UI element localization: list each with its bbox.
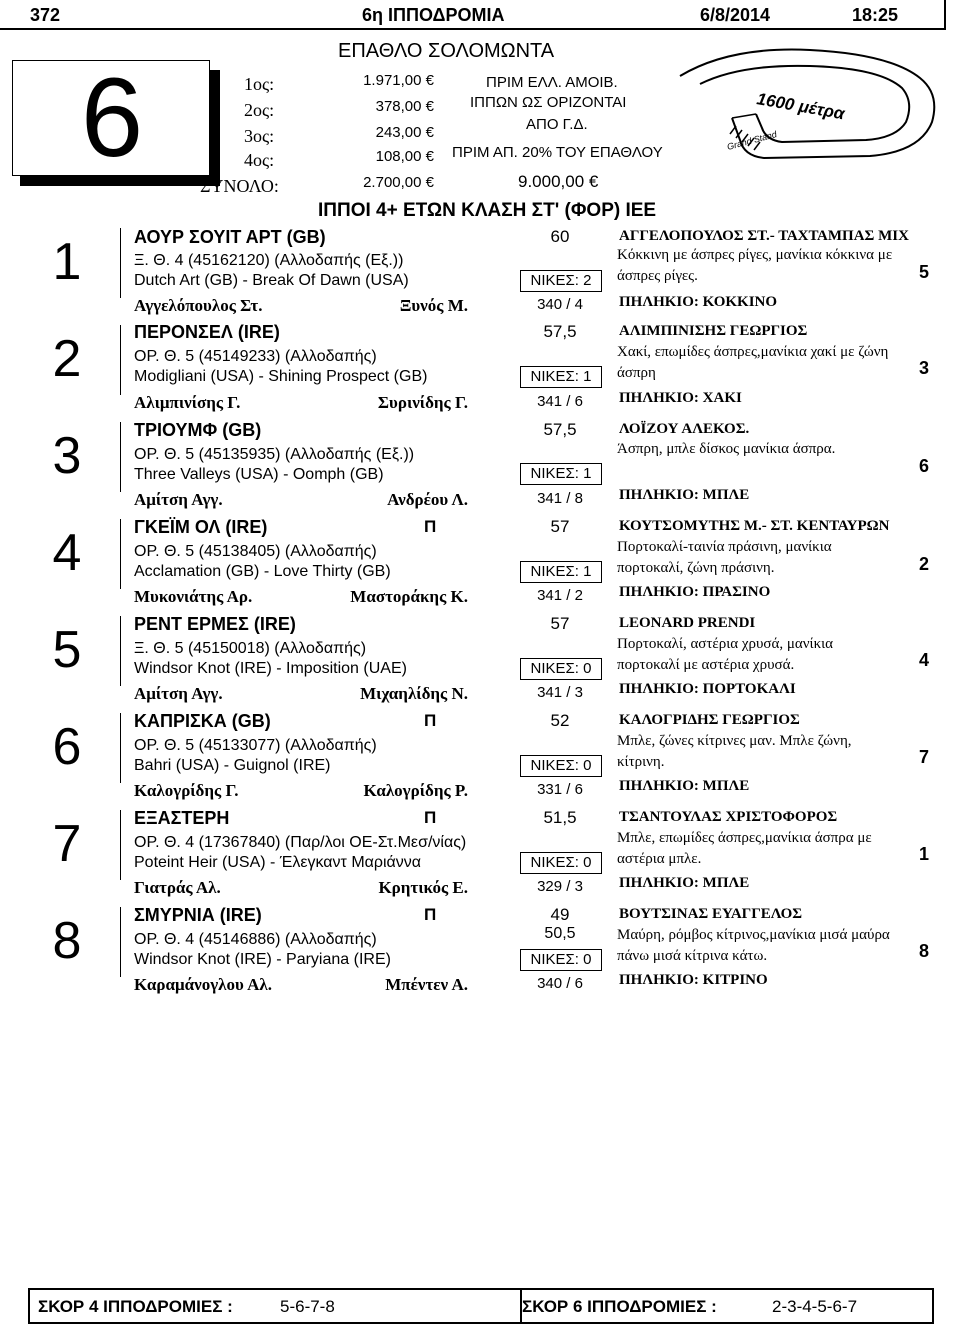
silks-description: Χακί, επωμίδες άσπρες,μανίκια χακί με ζώνη άσπρη — [617, 344, 889, 381]
entry-divider — [120, 810, 121, 880]
jockey-name: Αμίτση Αγγ. — [134, 684, 223, 703]
page-header — [0, 0, 946, 30]
trainer-name: Ξυνός Μ. — [399, 296, 468, 315]
owner-name: ΚΟΥΤΣΟΜΥΤΗΣ Μ.- ΣΤ. ΚΕΝΤΑΥΡΩΝ — [619, 518, 890, 534]
horse-rating: 340 / 6 — [537, 975, 583, 992]
race-number: 6 — [80, 55, 144, 180]
horse-origin: Ξ. Θ. 5 (45150018) (Αλλοδαπής) — [134, 640, 367, 657]
sash-color: ΠΗΛΗΚΙΟ: ΠΟΡΤΟΚΑΛΙ — [619, 681, 796, 697]
draw-number: 8 — [918, 941, 929, 961]
horse-origin: ΟΡ. Θ. 5 (45149233) (Αλλοδαπής) — [134, 348, 377, 365]
horse-name: ΕΞΑΣΤΕΡΗ — [134, 808, 230, 828]
draw-number: 4 — [918, 650, 929, 670]
wins-badge: ΝΙΚΕΣ: 2 — [520, 270, 602, 292]
entry-flag: Π — [424, 517, 437, 536]
bonus-line: ΑΠΟ Γ.Δ. — [526, 116, 588, 133]
owner-name: LEONARD PRENDI — [619, 615, 756, 631]
silks-description: Πορτοκαλί-ταινία πράσινη, μανίκια πορτοκαλί, ζώνη πράσινη. — [617, 539, 832, 576]
silks-description: Κόκκινη με άσπρες ρίγες, μανίκια κόκκινα με άσπρες ρίγες. — [617, 247, 893, 284]
jockey-name: Αγγελόπουλος Στ. — [134, 296, 263, 315]
horse-pedigree: Bahri (USA) - Guignol (IRE) — [134, 757, 331, 774]
horse-weight: 60 — [550, 227, 570, 246]
horse-name: ΡΕΝΤ ΕΡΜΕΣ (IRE) — [134, 614, 296, 634]
trainer-name: Μαστοράκης Κ. — [350, 587, 468, 606]
sash-color: ΠΗΛΗΚΙΟ: ΠΡΑΣΙΝΟ — [619, 584, 771, 600]
race-time: 18:25 — [852, 5, 899, 25]
bonus-line: ΠΡΙΜ ΕΛΛ. ΑΜΟΙΒ. — [486, 74, 618, 91]
horse-name: ΚΑΠΡΙΣΚΑ (GB) — [134, 711, 271, 731]
prize-amount: 243,00 € — [375, 124, 434, 141]
sash-color: ΠΗΛΗΚΙΟ: ΜΠΛΕ — [619, 487, 750, 503]
bonus-total: 9.000,00 € — [518, 172, 599, 191]
horse-name: ΓΚΕΪΜ ΟΛ (IRE) — [134, 517, 268, 537]
draw-number: 2 — [918, 554, 929, 574]
jockey-name: Καλογρίδης Γ. — [134, 781, 239, 800]
entry-number: 7 — [52, 815, 82, 873]
entry-divider — [120, 907, 121, 977]
horse-name: ΣΜΥΡΝΙΑ (IRE) — [134, 905, 262, 925]
horse-rating: 340 / 4 — [537, 296, 583, 313]
jockey-name: Γιατράς Αλ. — [134, 878, 221, 897]
score4-label: ΣΚΟΡ 4 ΙΠΠΟΔΡΟΜΙΕΣ : — [38, 1297, 233, 1316]
trainer-name: Ανδρέου Λ. — [387, 490, 468, 509]
track-distance-label: 1600 μέτρα — [755, 89, 846, 124]
horse-origin: ΟΡ. Θ. 5 (45138405) (Αλλοδαπής) — [134, 543, 377, 560]
entry-number: 3 — [52, 427, 82, 485]
horse-name: ΑΟΥΡ ΣΟΥΙΤ ΑΡΤ (GB) — [134, 227, 326, 247]
trainer-name: Συρινίδης Γ. — [377, 393, 468, 412]
horse-weight: 57,5 — [543, 420, 577, 439]
entry-divider — [120, 422, 121, 492]
prize-position: 1ος: — [244, 74, 275, 94]
prize-position: 4ος: — [244, 150, 275, 170]
horse-pedigree: Modigliani (USA) - Shining Prospect (GB) — [134, 368, 428, 385]
owner-name: ΛΟΪΖΟΥ ΑΛΕΚΟΣ. — [619, 421, 750, 437]
trainer-name: Κρητικός Ε. — [378, 878, 468, 897]
draw-number: 3 — [918, 358, 929, 378]
prize-position: 2ος: — [244, 100, 275, 120]
draw-number: 5 — [918, 262, 929, 282]
prize-position: 3ος: — [244, 126, 275, 146]
prize-amount: 378,00 € — [375, 98, 434, 115]
prize-total-label: ΣΥΝΟΛΟ: — [200, 176, 279, 196]
race-label: 6η ΙΠΠΟΔΡΟΜΙΑ — [362, 5, 505, 25]
horse-pedigree: Windsor Knot (IRE) - Paryiana (IRE) — [134, 951, 391, 968]
horse-weight: 57 — [550, 614, 570, 633]
entry-divider — [120, 713, 121, 783]
trainer-name: Καλογρίδης Ρ. — [363, 781, 468, 800]
entry-divider — [120, 616, 121, 686]
entry-divider — [120, 519, 121, 589]
jockey-name: Αλιμπινίσης Γ. — [134, 393, 241, 412]
prize-amount: 1.971,00 € — [363, 72, 434, 89]
sash-color: ΠΗΛΗΚΙΟ: ΚΟΚΚΙΝΟ — [619, 294, 778, 310]
horse-pedigree: Three Valleys (USA) - Oomph (GB) — [134, 466, 384, 483]
horse-rating: 341 / 8 — [537, 490, 583, 507]
prize-amount: 108,00 € — [375, 148, 434, 165]
bonus-line: ΙΠΠΩΝ ΩΣ ΟΡΙΖΟΝΤΑΙ — [470, 94, 627, 111]
horse-origin: ΟΡ. Θ. 5 (45135935) (Αλλοδαπής (Εξ.)) — [134, 446, 415, 463]
horse-rating: 341 / 3 — [537, 684, 583, 701]
wins-badge: ΝΙΚΕΣ: 1 — [520, 366, 602, 388]
horse-weight-adjusted: 50,5 — [544, 925, 576, 942]
entry-flag: Π — [424, 905, 437, 924]
page-number: 372 — [30, 5, 61, 25]
wins-badge: ΝΙΚΕΣ: 0 — [520, 949, 602, 971]
wins-badge: ΝΙΚΕΣ: 1 — [520, 463, 602, 485]
silks-description: Άσπρη, μπλε δίσκος μανίκια άσπρα. — [617, 441, 836, 457]
horse-pedigree: Windsor Knot (IRE) - Imposition (UAE) — [134, 660, 407, 677]
horse-rating: 341 / 6 — [537, 393, 583, 410]
track-map-icon — [670, 36, 950, 186]
trainer-name: Μιχαηλίδης Ν. — [360, 684, 468, 703]
silks-description: Μπλε, επωμίδες άσπρες,μανίκια άσπρα με αστέρια μπλε. — [617, 830, 872, 867]
horse-origin: Ξ. Θ. 4 (45162120) (Αλλοδαπής (Εξ.)) — [134, 252, 404, 269]
entry-number: 6 — [52, 718, 82, 776]
horse-weight: 57 — [550, 517, 570, 536]
sash-color: ΠΗΛΗΚΙΟ: ΜΠΛΕ — [619, 875, 750, 891]
score4-value: 5-6-7-8 — [280, 1297, 335, 1316]
entry-flag: Π — [424, 808, 437, 827]
owner-name: ΒΟΥΤΣΙΝΑΣ ΕΥΑΓΓΕΛΟΣ — [619, 906, 803, 922]
entry-number: 5 — [52, 621, 82, 679]
jockey-name: Μυκονιάτης Αρ. — [134, 587, 253, 606]
jockey-name: Καραμάνογλου Αλ. — [134, 975, 273, 994]
entry-flag: Π — [424, 711, 437, 730]
owner-name: ΤΣΑΝΤΟΥΛΑΣ ΧΡΙΣΤΟΦΟΡΟΣ — [619, 809, 838, 825]
sash-color: ΠΗΛΗΚΙΟ: ΚΙΤΡΙΝΟ — [619, 972, 768, 988]
sash-color: ΠΗΛΗΚΙΟ: ΧΑΚΙ — [619, 390, 742, 406]
silks-description: Μπλε, ζώνες κίτρινες μαν. Μπλε ζώνη, κίτρινη. — [617, 733, 852, 770]
owner-name: ΑΛΙΜΠΙΝΙΣΗΣ ΓΕΩΡΓΙΟΣ — [619, 323, 808, 339]
horse-weight: 49 — [550, 905, 570, 924]
owner-name: ΑΓΓΕΛΟΠΟΥΛΟΣ ΣΤ.- ΤΑΧΤΑΜΠΑΣ ΜΙΧ — [619, 228, 909, 244]
bonus-line: ΠΡΙΜ ΑΠ. 20% ΤΟΥ ΕΠΑΘΛΟΥ — [452, 144, 663, 161]
trainer-name: Μπέντεν Α. — [385, 975, 468, 994]
wins-badge: ΝΙΚΕΣ: 0 — [520, 755, 602, 777]
score6-value: 2-3-4-5-6-7 — [772, 1297, 858, 1316]
entry-divider — [120, 228, 121, 298]
horse-pedigree: Dutch Art (GB) - Break Of Dawn (USA) — [134, 272, 409, 289]
owner-name: ΚΑΛΟΓΡΙΔΗΣ ΓΕΩΡΓΙΟΣ — [619, 712, 800, 728]
horse-rating: 329 / 3 — [537, 878, 583, 895]
horse-pedigree: Poteint Heir (USA) - Έλεγκαντ Μαριάννα — [134, 854, 422, 871]
draw-number: 6 — [918, 456, 929, 476]
race-title: ΕΠΑΘΛΟ ΣΟΛΟΜΩΝΤΑ — [338, 40, 555, 62]
race-number-box — [12, 55, 210, 180]
wins-badge: ΝΙΚΕΣ: 0 — [520, 852, 602, 874]
race-date: 6/8/2014 — [700, 5, 771, 25]
entry-number: 4 — [52, 524, 82, 582]
draw-number: 1 — [918, 844, 929, 864]
sash-color: ΠΗΛΗΚΙΟ: ΜΠΛΕ — [619, 778, 750, 794]
entry-number: 1 — [52, 233, 82, 291]
draw-number: 7 — [918, 747, 929, 767]
entry-number: 2 — [52, 330, 82, 388]
wins-badge: ΝΙΚΕΣ: 0 — [520, 658, 602, 680]
horse-rating: 331 / 6 — [537, 781, 583, 798]
horse-weight: 57,5 — [543, 322, 577, 341]
horse-pedigree: Acclamation (GB) - Love Thirty (GB) — [134, 563, 391, 580]
grand-stand-label: Grand Stand — [725, 129, 778, 152]
silks-description: Μαύρη, ρόμβος κίτρινος,μανίκια μισά μαύρα πάνω μισά κίτρινα κάτω. — [617, 927, 890, 964]
horse-rating: 341 / 2 — [537, 587, 583, 604]
horse-weight: 52 — [550, 711, 570, 730]
silks-description: Πορτοκαλί, αστέρια χρυσά, μανίκια πορτοκαλί με αστέρια χρυσά. — [617, 636, 834, 673]
horse-origin: ΟΡ. Θ. 4 (17367840) (Παρ/λοι ΟΕ-Στ.Μεσ/νίας) — [134, 834, 467, 851]
score-footer — [28, 1288, 934, 1324]
race-conditions: ΙΠΠΟΙ 4+ ΕΤΩΝ ΚΛΑΣΗ ΣΤ' (ΦΟΡ) ΙΕΕ — [318, 200, 657, 221]
horse-origin: ΟΡ. Θ. 4 (45146886) (Αλλοδαπής) — [134, 931, 377, 948]
entry-divider — [120, 325, 121, 395]
horse-weight: 51,5 — [543, 808, 577, 827]
entry-number: 8 — [52, 912, 82, 970]
prize-total-amount: 2.700,00 € — [363, 174, 434, 191]
horse-name: ΠΕΡΟΝΣΕΛ (IRE) — [134, 322, 280, 342]
jockey-name: Αμίτση Αγγ. — [134, 490, 223, 509]
score6-label: ΣΚΟΡ 6 ΙΠΠΟΔΡΟΜΙΕΣ : — [522, 1297, 717, 1316]
horse-origin: ΟΡ. Θ. 5 (45133077) (Αλλοδαπής) — [134, 737, 377, 754]
horse-name: ΤΡΙΟΥΜΦ (GB) — [134, 420, 262, 440]
wins-badge: ΝΙΚΕΣ: 1 — [520, 561, 602, 583]
